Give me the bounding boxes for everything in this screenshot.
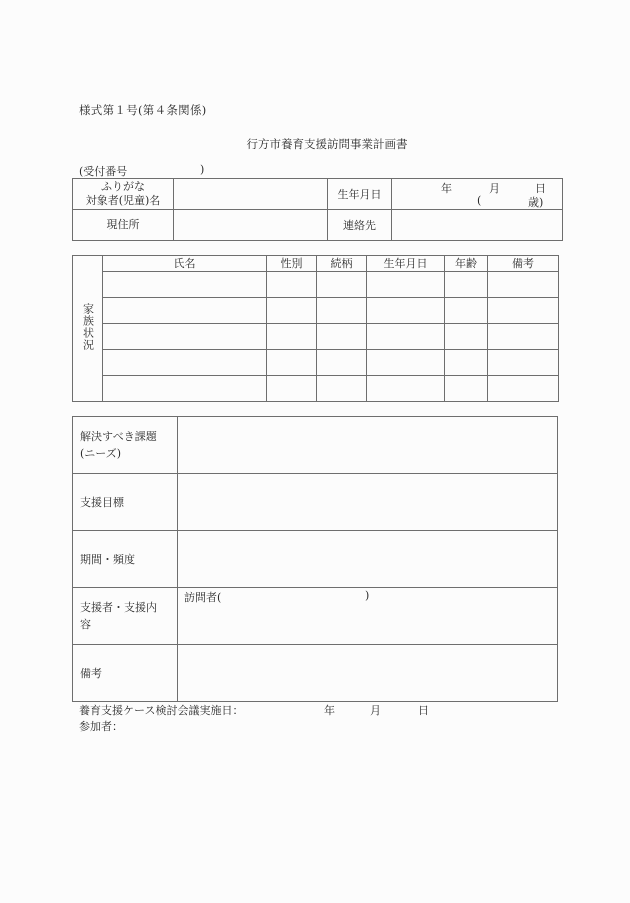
- column-header-name: 氏名: [103, 256, 267, 272]
- receipt-close: ): [200, 163, 205, 176]
- meeting-year-label: 年: [324, 704, 335, 717]
- family-dob-cell[interactable]: [367, 350, 445, 376]
- family-age-cell[interactable]: [445, 350, 488, 376]
- period-frequency-label: 期間・頻度: [73, 531, 178, 588]
- contact-field[interactable]: [392, 210, 563, 241]
- plan-row-supporter: [73, 588, 558, 645]
- family-age-cell[interactable]: [445, 324, 488, 350]
- receipt-number: [79, 163, 205, 179]
- family-dob-cell[interactable]: [367, 272, 445, 298]
- visitor-close: ): [365, 589, 370, 602]
- family-name-cell[interactable]: [103, 376, 267, 402]
- plan-row-needs: [73, 417, 558, 474]
- family-notes-cell[interactable]: [488, 298, 559, 324]
- family-name-cell[interactable]: [103, 298, 267, 324]
- table-row: [73, 376, 559, 402]
- family-status-label: 家族状況: [73, 256, 103, 402]
- column-header-notes: 備考: [488, 256, 559, 272]
- notes-field[interactable]: [178, 645, 558, 702]
- period-frequency-field[interactable]: [178, 531, 558, 588]
- needs-label: 解決すべき課題 (ニーズ): [73, 417, 178, 474]
- address-label: 現住所: [73, 210, 174, 241]
- family-relation-cell[interactable]: [317, 298, 367, 324]
- receipt-label: (受付番号: [79, 165, 128, 178]
- visitor-field[interactable]: [184, 589, 370, 605]
- family-table: [72, 255, 559, 402]
- plan-row-period: [73, 531, 558, 588]
- dob-month-label: 月: [489, 182, 500, 195]
- meeting-date: [79, 704, 479, 718]
- supporter-content-label: 支援者・支援内 容: [73, 588, 178, 645]
- family-gender-cell[interactable]: [267, 350, 317, 376]
- dob-field[interactable]: [392, 179, 563, 210]
- family-gender-cell[interactable]: [267, 376, 317, 402]
- dob-label: 生年月日: [328, 179, 392, 210]
- meeting-month-label: 月: [370, 704, 381, 717]
- family-dob-cell[interactable]: [367, 324, 445, 350]
- plan-table: [72, 416, 558, 702]
- family-notes-cell[interactable]: [488, 324, 559, 350]
- document-title: 行方市養育支援訪問事業計画書: [246, 137, 408, 151]
- family-relation-cell[interactable]: [317, 350, 367, 376]
- family-gender-cell[interactable]: [267, 272, 317, 298]
- contact-label: 連絡先: [328, 210, 392, 241]
- subject-name-field[interactable]: [174, 179, 328, 210]
- dob-day-label: 日: [535, 182, 546, 195]
- support-goal-field[interactable]: [178, 474, 558, 531]
- family-relation-cell[interactable]: [317, 324, 367, 350]
- family-notes-cell[interactable]: [488, 376, 559, 402]
- dob-year-label: 年: [441, 182, 452, 195]
- table-row: [73, 298, 559, 324]
- family-age-cell[interactable]: [445, 272, 488, 298]
- name-label-cell: [73, 179, 174, 210]
- table-row: [73, 350, 559, 376]
- column-header-age: 年齢: [445, 256, 488, 272]
- furigana-label: ふりがな: [101, 180, 145, 193]
- support-goal-label: 支援目標: [73, 474, 178, 531]
- column-header-dob: 生年月日: [367, 256, 445, 272]
- family-name-cell[interactable]: [103, 272, 267, 298]
- family-relation-cell[interactable]: [317, 272, 367, 298]
- family-gender-cell[interactable]: [267, 324, 317, 350]
- table-row: [73, 324, 559, 350]
- family-age-cell[interactable]: [445, 298, 488, 324]
- meeting-day-label: 日: [418, 704, 429, 717]
- plan-row-goal: [73, 474, 558, 531]
- notes-label: 備考: [73, 645, 178, 702]
- family-name-cell[interactable]: [103, 350, 267, 376]
- age-label: 歳): [528, 196, 544, 209]
- family-name-cell[interactable]: [103, 324, 267, 350]
- family-age-cell[interactable]: [445, 376, 488, 402]
- age-open: (: [477, 194, 482, 207]
- needs-field[interactable]: [178, 417, 558, 474]
- meeting-date-label: 養育支援ケース検討会議実施日：: [79, 704, 244, 717]
- supporter-content-field[interactable]: [178, 588, 558, 645]
- address-field[interactable]: [174, 210, 328, 241]
- family-relation-cell[interactable]: [317, 376, 367, 402]
- family-gender-cell[interactable]: [267, 298, 317, 324]
- subject-table: [72, 178, 563, 241]
- table-row: [73, 272, 559, 298]
- column-header-gender: 性別: [267, 256, 317, 272]
- family-notes-cell[interactable]: [488, 350, 559, 376]
- family-dob-cell[interactable]: [367, 298, 445, 324]
- family-dob-cell[interactable]: [367, 376, 445, 402]
- subject-name-label: 対象者(児童)名: [85, 194, 161, 207]
- participants-label: 参加者：: [79, 720, 123, 733]
- visitor-label: 訪問者(: [184, 591, 222, 604]
- form-number: 様式第１号(第４条関係): [79, 103, 207, 117]
- column-header-relation: 続柄: [317, 256, 367, 272]
- plan-row-notes: [73, 645, 558, 702]
- family-notes-cell[interactable]: [488, 272, 559, 298]
